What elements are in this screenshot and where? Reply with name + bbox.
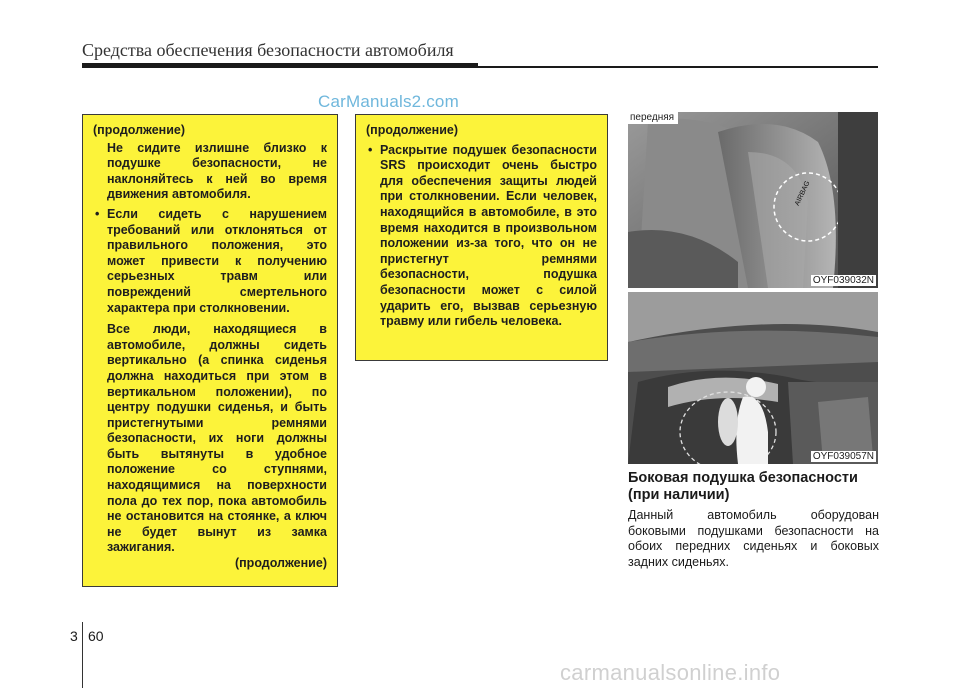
airbag-tag-label: AIRBAG (794, 180, 812, 207)
continued-label: (продолжение) (366, 123, 459, 137)
warning-box-middle (355, 114, 608, 361)
cabin-illustration (628, 292, 878, 464)
photo-code: OYF039057N (812, 451, 874, 462)
section-body: Данный автомобиль оборудован боковыми подушками безопасности на обоих передних сиденьях и боковых задних сиденьях. (628, 508, 879, 569)
photo-label-front: передняя (628, 112, 678, 124)
page-number: 60 (88, 628, 104, 644)
photo-code: OYF039032N (812, 275, 874, 286)
warning-paragraph: Все люди, находящиеся в автомобиле, должны сидеть вертикально (а спинка сиденья должна находиться при этом в вертикальном положении), по центру подушки сиденья, и быть пристегнутыми ремнями безопасности, их ноги должны быть вытянуты в удобное положение со ступнями, находящимися на поверхности пола до тех пор, пока автомобиль не остановится на стоянке, а ключ не будет вынут из замка зажигания. (107, 322, 327, 555)
watermark-bottom: carmanualsonline.info (560, 660, 781, 685)
page-header-title: Средства обеспечения безопасности автомобиля (82, 40, 454, 60)
page-chapter-number: 3 (70, 628, 78, 644)
seat-illustration (628, 112, 878, 288)
footer-rule (82, 622, 83, 688)
section-title: Боковая подушка безопасности (при наличии) (628, 470, 858, 503)
watermark-top: CarManuals2.com (318, 92, 459, 111)
warning-box-left (82, 114, 338, 587)
header-rule (82, 63, 478, 68)
continued-label: (продолжение) (93, 123, 186, 137)
side-airbag-deploy-photo (628, 292, 878, 464)
warning-bullet: • Если сидеть с нарушением требований или отклоняться от правильного положения, это может привести к получению серьезных травм или повреждений смертельного характера при столкновении. (93, 207, 327, 316)
header-rule-thin (478, 66, 878, 68)
warning-bullet: • Раскрытие подушек безопасности SRS происходит очень быстро для обеспечения защиты людей при столкновении. Если человек, находящийся в автомобиле, в это время находится в произвольном положении из-за того, что он не пристегнут ремнями безопасности, подушка безопасности может с силой ударить его, вызвав серьезную травму или гибель человека. (366, 143, 597, 330)
continued-end-label: (продолжение) (234, 556, 327, 571)
warning-paragraph: Не сидите излишне близко к подушке безопасности, не наклоняйтесь к ней во время движения автомобиля. (107, 140, 327, 202)
front-seat-airbag-photo (628, 112, 878, 288)
